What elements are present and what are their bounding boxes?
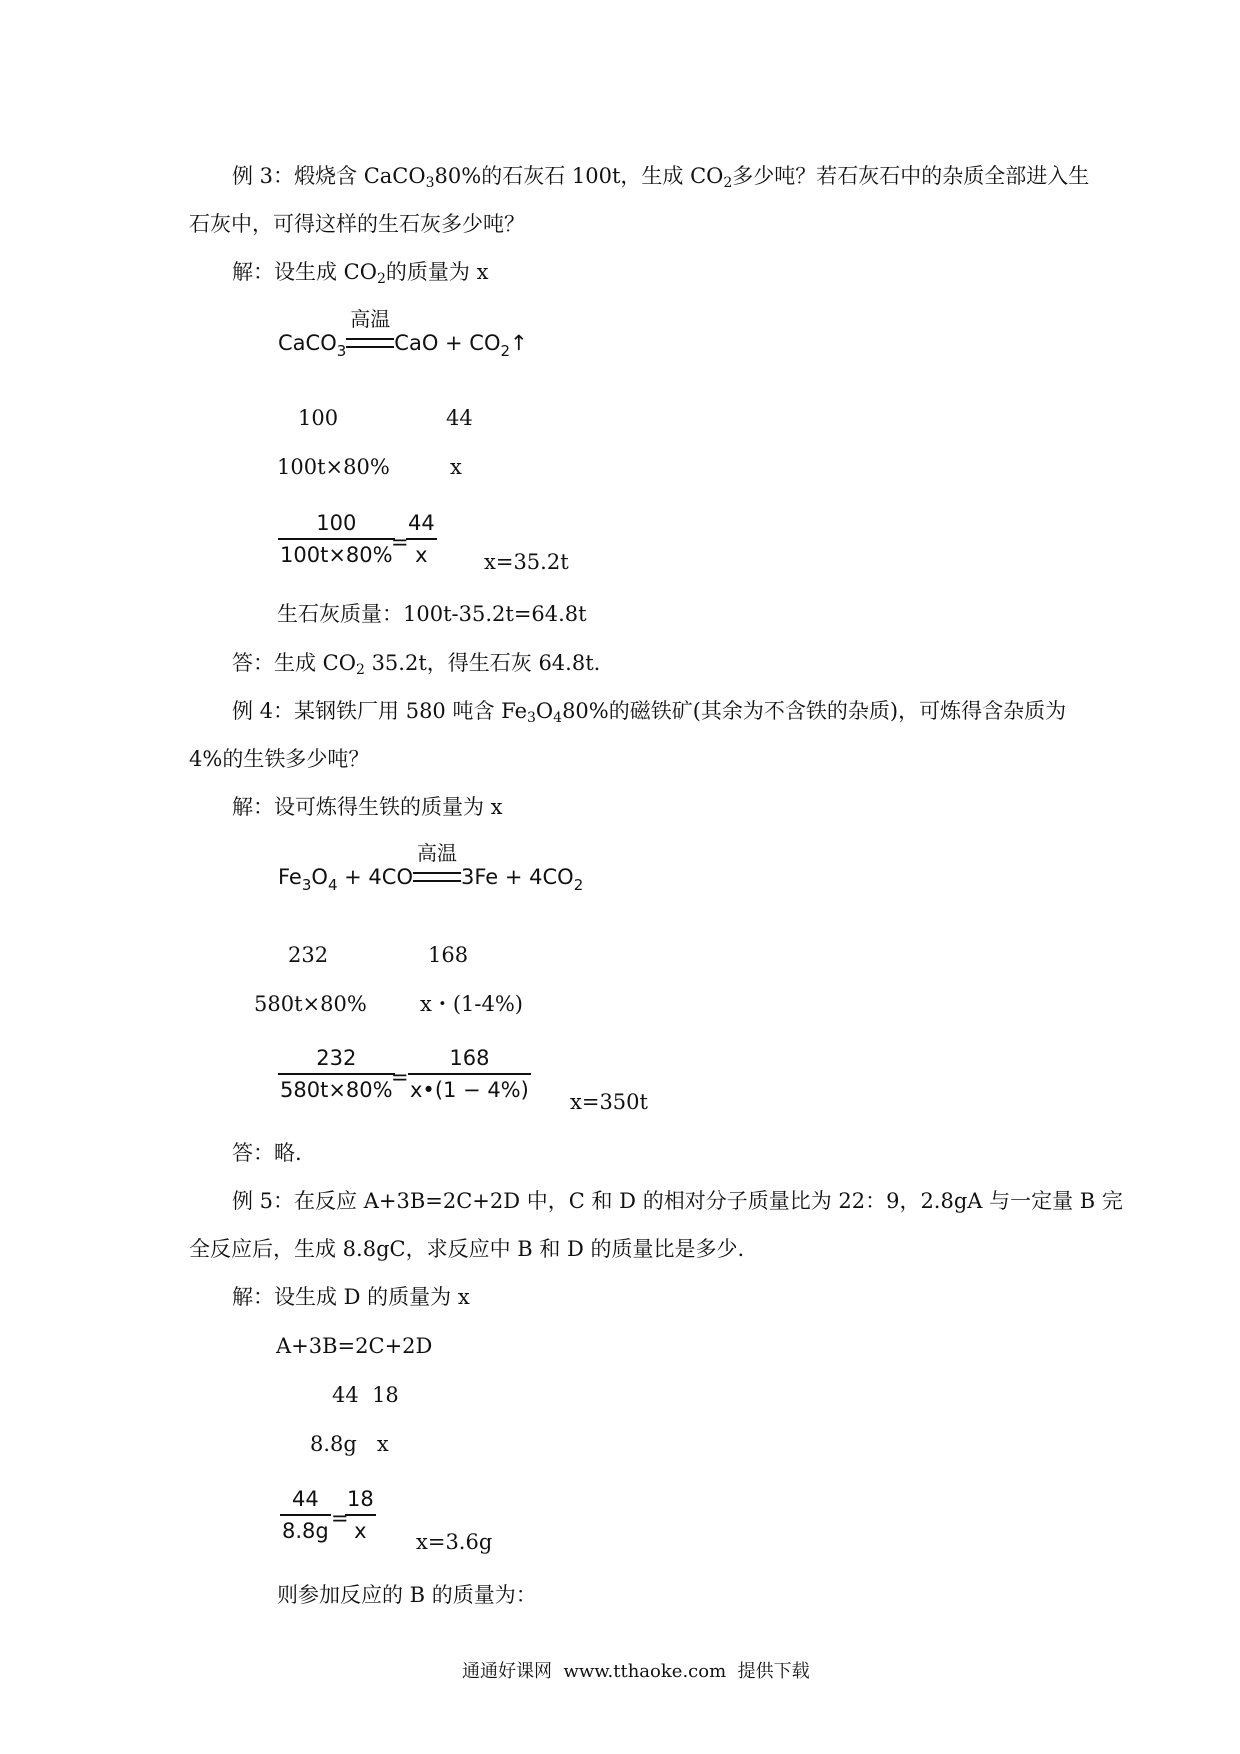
up-arrow: ↑ xyxy=(510,331,528,355)
ex4-question-line2: 4%的生铁多少吨？ xyxy=(189,747,370,771)
text: 例 4：某钢铁厂用 580 吨含 Fe xyxy=(232,699,527,723)
ex4-equals: = xyxy=(391,1065,409,1089)
reaction-condition xyxy=(346,307,394,353)
subscript: 4 xyxy=(553,710,563,726)
ex5-fraction-right xyxy=(345,1488,376,1543)
subscript: 3 xyxy=(336,342,347,360)
text: 80%的磁铁矿(其余为不含铁的杂质)，可炼得含杂质为 xyxy=(562,699,1067,723)
text: CaO + CO xyxy=(394,331,501,355)
text: + 4CO xyxy=(337,865,413,889)
double-bar-icon xyxy=(413,872,461,882)
subscript: 4 xyxy=(327,876,338,894)
ex5-equals: = xyxy=(331,1506,349,1530)
fraction-bar xyxy=(280,1514,331,1516)
ex4-question-line1 xyxy=(232,701,1066,725)
text: O xyxy=(535,699,554,723)
ex4-fraction-left xyxy=(278,1047,395,1102)
ex3-molar-mass-2: 44 xyxy=(446,406,473,430)
ex5-fraction-left xyxy=(280,1488,331,1543)
ex4-real-mass-2: x・(1-4%) xyxy=(420,992,524,1016)
denominator: x xyxy=(415,543,428,568)
fraction-bar xyxy=(406,538,437,540)
subscript: 2 xyxy=(355,662,365,678)
numerator: 44 xyxy=(408,511,435,535)
fraction-bar xyxy=(345,1514,376,1516)
text: 多少吨？若石灰石中的杂质全部进入生 xyxy=(732,164,1090,188)
denominator: x•(1 − 4%) xyxy=(410,1078,529,1103)
ex4-result: x=350t xyxy=(570,1090,648,1114)
ex5-question-line2: 全反应后，生成 8.8gC，求反应中 B 和 D 的质量比是多少. xyxy=(189,1237,745,1261)
double-bar-icon xyxy=(346,338,394,348)
text: 解：设生成 CO xyxy=(232,260,377,284)
subscript: 3 xyxy=(301,876,312,894)
subscript: 2 xyxy=(500,342,511,360)
denominator: x xyxy=(354,1519,367,1544)
numerator: 100 xyxy=(316,511,357,535)
fraction-bar xyxy=(278,538,395,540)
text: 35.2t，得生石灰 64.8t. xyxy=(364,651,601,675)
ex4-fraction-right xyxy=(408,1047,531,1102)
text: 3Fe + 4CO xyxy=(460,865,574,889)
text: 例 3：煅烧含 CaCO xyxy=(232,164,426,188)
ex3-fraction-left xyxy=(278,512,395,567)
ex4-solution-setup: 解：设可炼得生铁的质量为 x xyxy=(232,795,503,819)
numerator: 44 xyxy=(292,1487,319,1511)
fraction-bar xyxy=(408,1073,531,1075)
ex3-question-line2: 石灰中，可得这样的生石灰多少吨？ xyxy=(189,212,525,236)
text: 80%的石灰石 100t，生成 CO xyxy=(434,164,724,188)
subscript: 2 xyxy=(723,175,733,191)
ex5-question-line1: 例 5：在反应 A+3B=2C+2D 中，C 和 D 的相对分子质量比为 22：9，2.8gA 与一定量 B 完 xyxy=(232,1189,1123,1213)
ex3-solution-setup xyxy=(232,262,488,286)
ex5-solution-setup: 解：设生成 D 的质量为 x xyxy=(232,1285,470,1309)
text: 的质量为 x xyxy=(385,260,489,284)
ex3-answer xyxy=(232,653,600,677)
ex3-lime-mass: 生石灰质量：100t-35.2t=64.8t xyxy=(277,602,587,626)
ex3-fraction-right xyxy=(406,512,437,567)
subscript: 2 xyxy=(376,271,386,287)
ex3-equals: = xyxy=(391,530,409,554)
denominator: 580t×80% xyxy=(280,1078,393,1103)
subscript: 2 xyxy=(573,876,584,894)
numerator: 232 xyxy=(316,1046,357,1070)
ex3-real-mass-1: 100t×80% xyxy=(277,455,390,479)
page-footer: 通通好课网 www.tthaoke.com 提供下载 xyxy=(462,1661,810,1682)
ex5-equation: A+3B=2C+2D xyxy=(276,1334,433,1358)
numerator: 18 xyxy=(347,1487,374,1511)
text: 答：生成 CO xyxy=(232,651,356,675)
condition-label: 高温 xyxy=(416,841,457,865)
ex3-chemical-equation xyxy=(278,307,528,360)
ex5-real-masses: 8.8g x xyxy=(310,1432,389,1456)
text: CaCO xyxy=(278,331,337,355)
denominator: 100t×80% xyxy=(280,543,393,568)
subscript: 3 xyxy=(425,175,435,191)
reaction-condition xyxy=(413,841,461,887)
ex4-molar-mass-2: 168 xyxy=(428,943,469,967)
ex5-b-mass: 则参加反应的 B 的质量为： xyxy=(277,1583,537,1607)
ex4-molar-mass-1: 232 xyxy=(288,943,329,967)
ex3-real-mass-2: x xyxy=(450,455,462,479)
subscript: 3 xyxy=(527,710,536,726)
ex3-question-line1 xyxy=(232,166,1089,190)
ex4-answer: 答：略. xyxy=(232,1141,302,1165)
condition-label: 高温 xyxy=(350,307,391,331)
ex4-real-mass-1: 580t×80% xyxy=(254,992,367,1016)
ex5-result: x=3.6g xyxy=(416,1530,493,1554)
text: Fe xyxy=(278,865,302,889)
ex3-molar-mass-1: 100 xyxy=(298,406,339,430)
ex4-chemical-equation xyxy=(278,841,584,894)
text: O xyxy=(311,865,328,889)
denominator: 8.8g xyxy=(282,1519,329,1544)
fraction-bar xyxy=(278,1073,395,1075)
ex3-result: x=35.2t xyxy=(484,550,569,574)
numerator: 168 xyxy=(449,1046,490,1070)
ex5-molar-masses: 44 18 xyxy=(332,1383,399,1407)
